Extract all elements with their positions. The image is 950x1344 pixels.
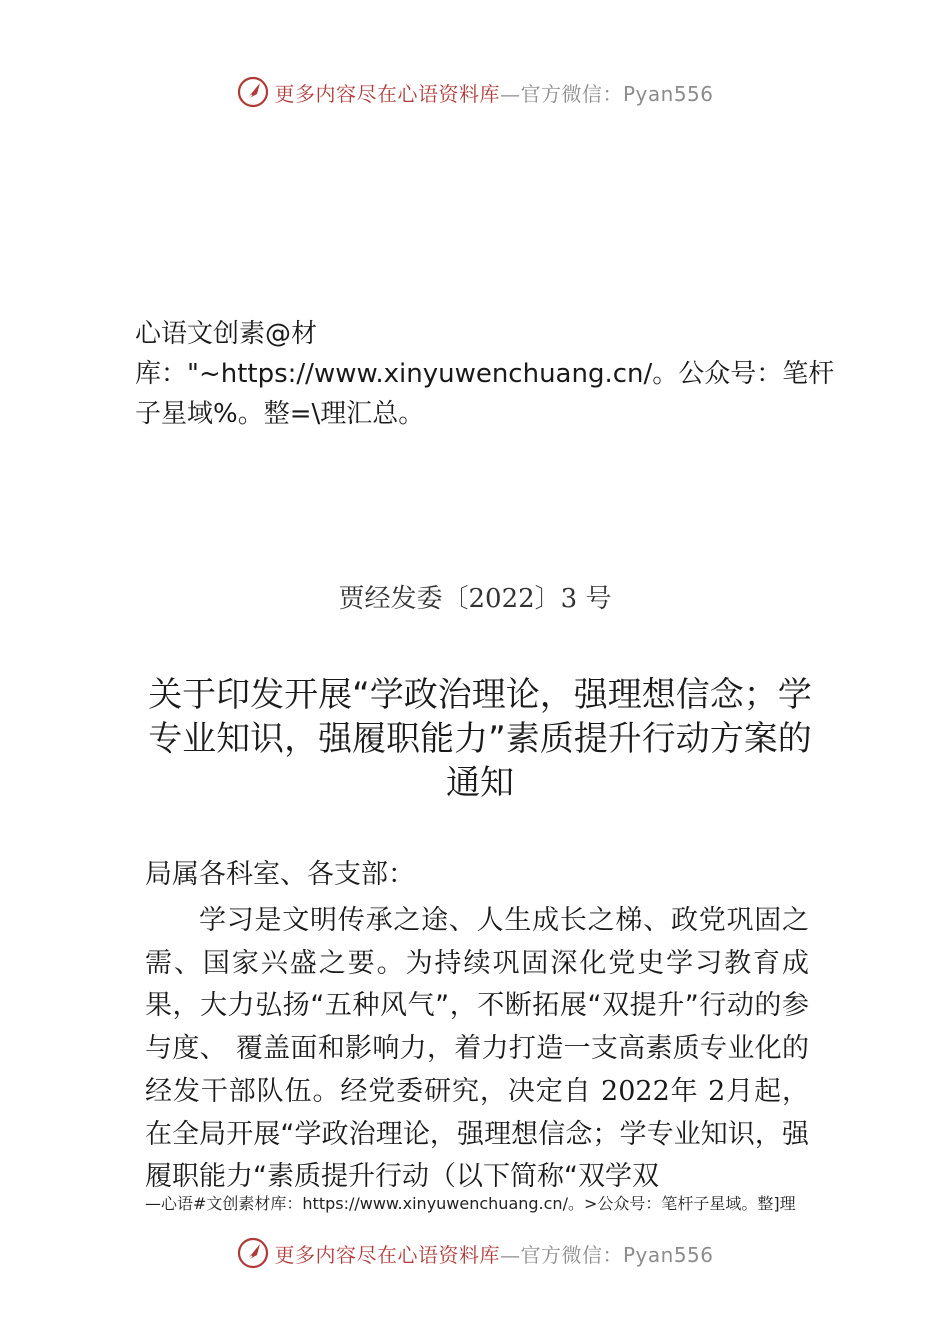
footer-source-note: —心语#文创素材库：https://www.xinyuwenchuang.cn/。>公众号：笔杆子星域。整]理 [145, 1194, 796, 1213]
banner-wechat-id: Pyan556 [622, 1242, 714, 1267]
header-banner [0, 72, 950, 112]
banner-text [274, 78, 713, 107]
salutation: 局属各科室、各支部： [145, 859, 415, 890]
source-note: 心语文创素@材库："~https://www.xinyuwenchuang.cn/。公众号：笔杆子星域%。整=\理汇总。 [135, 319, 835, 429]
body-month: 2 [708, 1075, 726, 1107]
body-year: 2022 [601, 1075, 670, 1107]
banner-wechat-id: Pyan556 [622, 81, 714, 106]
footer-banner [0, 1233, 950, 1273]
body-year-unit: 年 [669, 1075, 699, 1107]
body-paragraph [145, 900, 809, 1199]
banner-brand: 更多内容尽在心语资料库 [274, 1242, 500, 1267]
quill-logo-icon [236, 75, 270, 109]
body-text-2: 月起，在全局开展“学政治理论，强理想信念；学专业知识，强履职能力“素质提升行动（以下简称“双学双 [145, 1075, 810, 1193]
banner-label: 官方微信： [520, 81, 623, 106]
banner-text [274, 1239, 713, 1268]
banner-brand: 更多内容尽在心语资料库 [274, 81, 500, 106]
banner-label: 官方微信： [520, 1242, 623, 1267]
document-number: 贾经发委〔2022〕3 号 [338, 584, 612, 614]
document-title: 关于印发开展“学政治理论，强理想信念；学专业知识，强履职能力”素质提升行动方案的通知 [148, 675, 812, 803]
banner-separator: — [499, 1242, 521, 1267]
quill-logo-icon [236, 1236, 270, 1270]
banner-separator: — [499, 81, 521, 106]
body-text-1: 学习是文明传承之途、人生成长之梯、政党巩固之需、国家兴盛之要。为持续巩固深化党史学习教育成果，大力弘扬“五种风气”，不断拓展“双提升”行动的参与度、 覆盖面和影响力，着力打造一支高素质专业化的经发干部队伍。经党委研究，决定自 [145, 905, 809, 1107]
